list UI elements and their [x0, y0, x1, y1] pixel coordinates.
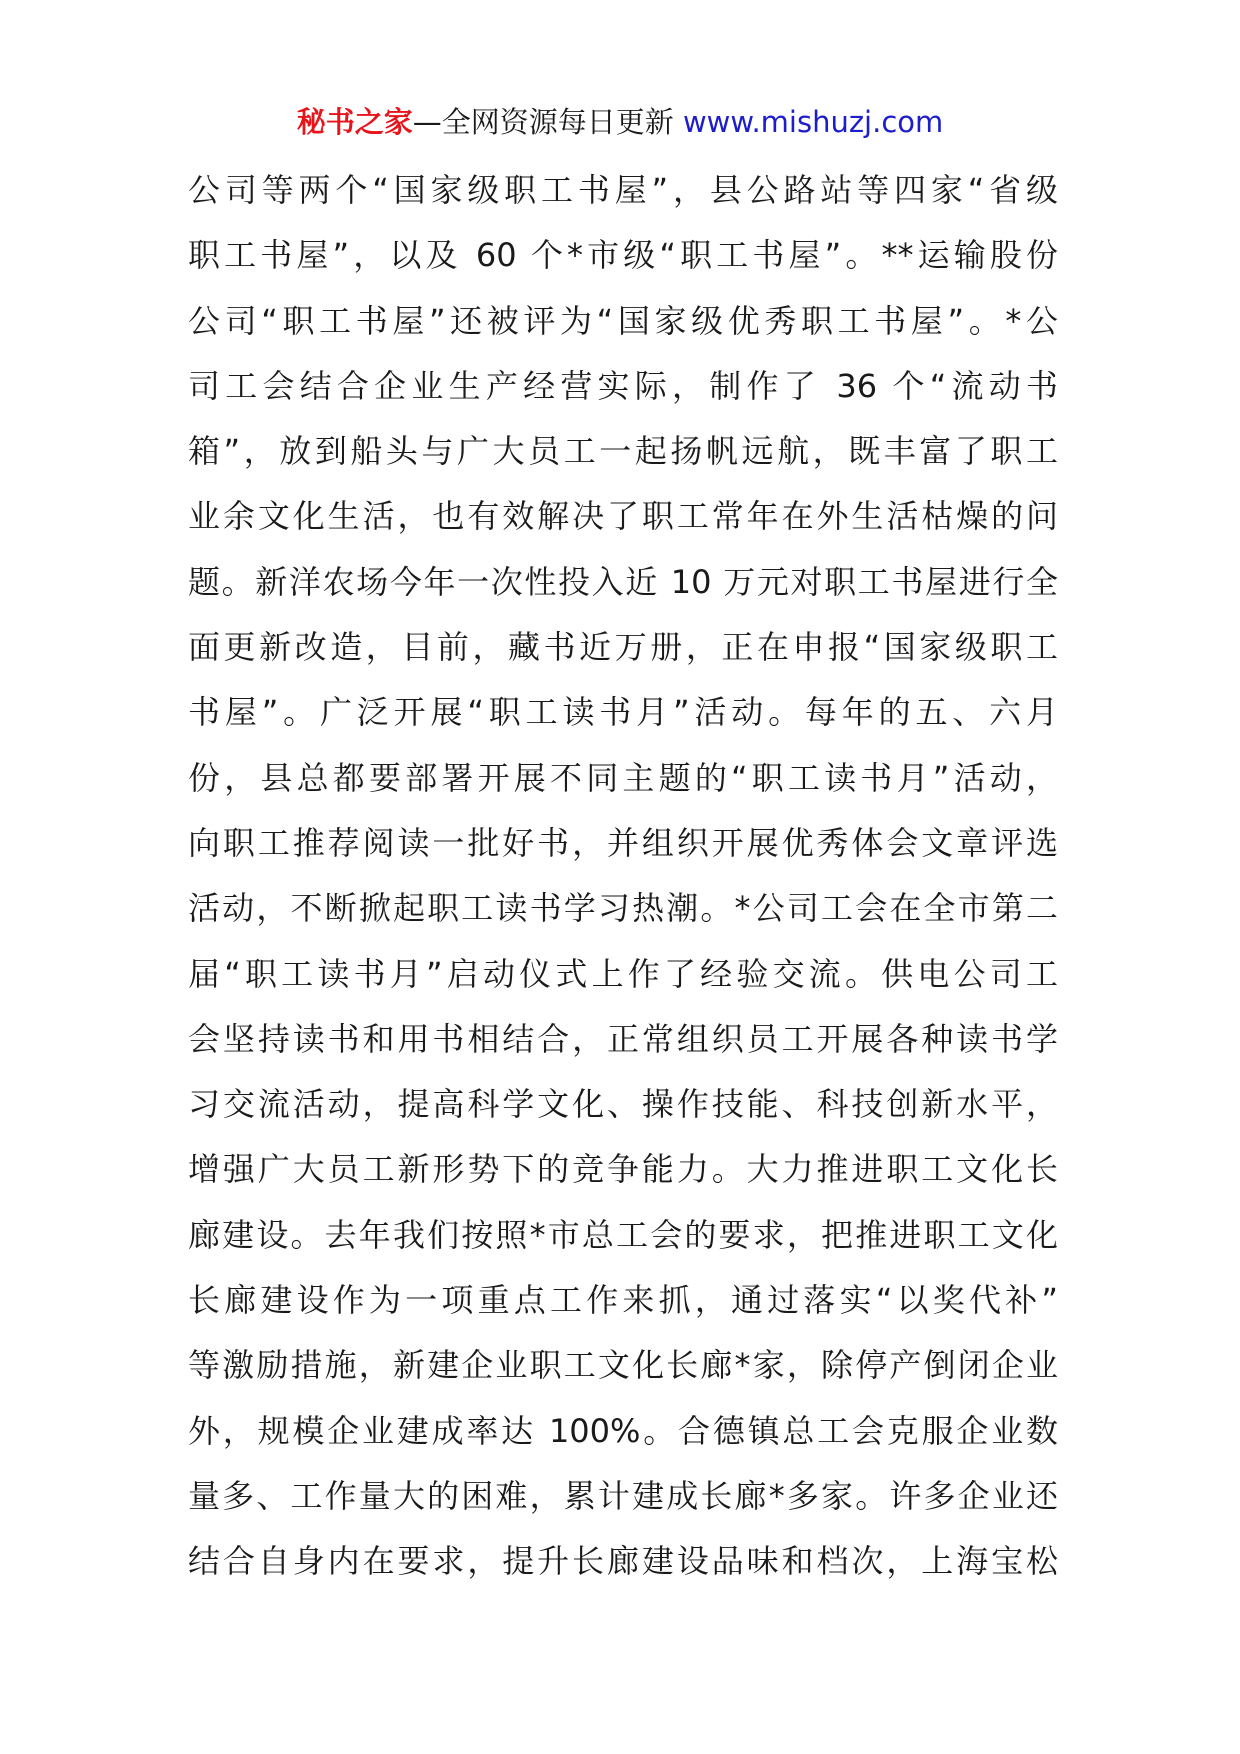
body-line: 届“职工读书月”启动仪式上作了经验交流。供电公司工 — [188, 954, 1058, 993]
document-body — [188, 158, 1058, 1595]
body-line: 结合自身内在要求，提升长廊建设品味和档次，上海宝松 — [188, 1542, 1058, 1581]
body-line: 业余文化生活，也有效解决了职工常年在外生活枯燥的问 — [188, 497, 1058, 536]
body-line: 会坚持读书和用书相结合，正常组织员工开展各种读书学 — [188, 1019, 1058, 1058]
body-line: 习交流活动，提高科学文化、操作技能、科技创新水平， — [188, 1085, 1058, 1124]
page-header — [0, 100, 1240, 144]
body-line: 司工会结合企业生产经营实际，制作了 36 个“流动书 — [188, 366, 1058, 405]
header-url-link[interactable]: www.mishuzj.com — [682, 105, 944, 139]
body-line: 增强广大员工新形势下的竞争能力。大力推进职工文化长 — [188, 1150, 1058, 1189]
brand-name: 秘书之家 — [296, 105, 413, 139]
header-slogan: —全网资源每日更新 — [412, 105, 674, 139]
body-line: 外，规模企业建成率达 100%。合德镇总工会克服企业数 — [188, 1411, 1058, 1450]
body-line: 公司“职工书屋”还被评为“国家级优秀职工书屋”。*公 — [188, 301, 1058, 340]
body-line: 长廊建设作为一项重点工作来抓，通过落实“以奖代补” — [188, 1281, 1058, 1320]
body-line: 职工书屋”，以及 60 个*市级“职工书屋”。**运输股份 — [188, 236, 1058, 275]
body-line: 书屋”。广泛开展“职工读书月”活动。每年的五、六月 — [188, 693, 1058, 732]
body-line: 份，县总都要部署开展不同主题的“职工读书月”活动， — [188, 758, 1058, 797]
body-line: 等激励措施，新建企业职工文化长廊*家，除停产倒闭企业 — [188, 1346, 1058, 1385]
body-line: 箱”，放到船头与广大员工一起扬帆远航，既丰富了职工 — [188, 432, 1058, 471]
body-line: 量多、工作量大的困难，累计建成长廊*多家。许多企业还 — [188, 1476, 1058, 1515]
body-line: 廊建设。去年我们按照*市总工会的要求，把推进职工文化 — [188, 1215, 1058, 1254]
body-line: 活动，不断掀起职工读书学习热潮。*公司工会在全市第二 — [188, 889, 1058, 928]
body-line: 向职工推荐阅读一批好书，并组织开展优秀体会文章评选 — [188, 823, 1058, 862]
body-line: 公司等两个“国家级职工书屋”，县公路站等四家“省级 — [188, 171, 1058, 209]
body-line: 题。新洋农场今年一次性投入近 10 万元对职工书屋进行全 — [188, 562, 1058, 601]
body-line: 面更新改造，目前，藏书近万册，正在申报“国家级职工 — [188, 628, 1058, 667]
